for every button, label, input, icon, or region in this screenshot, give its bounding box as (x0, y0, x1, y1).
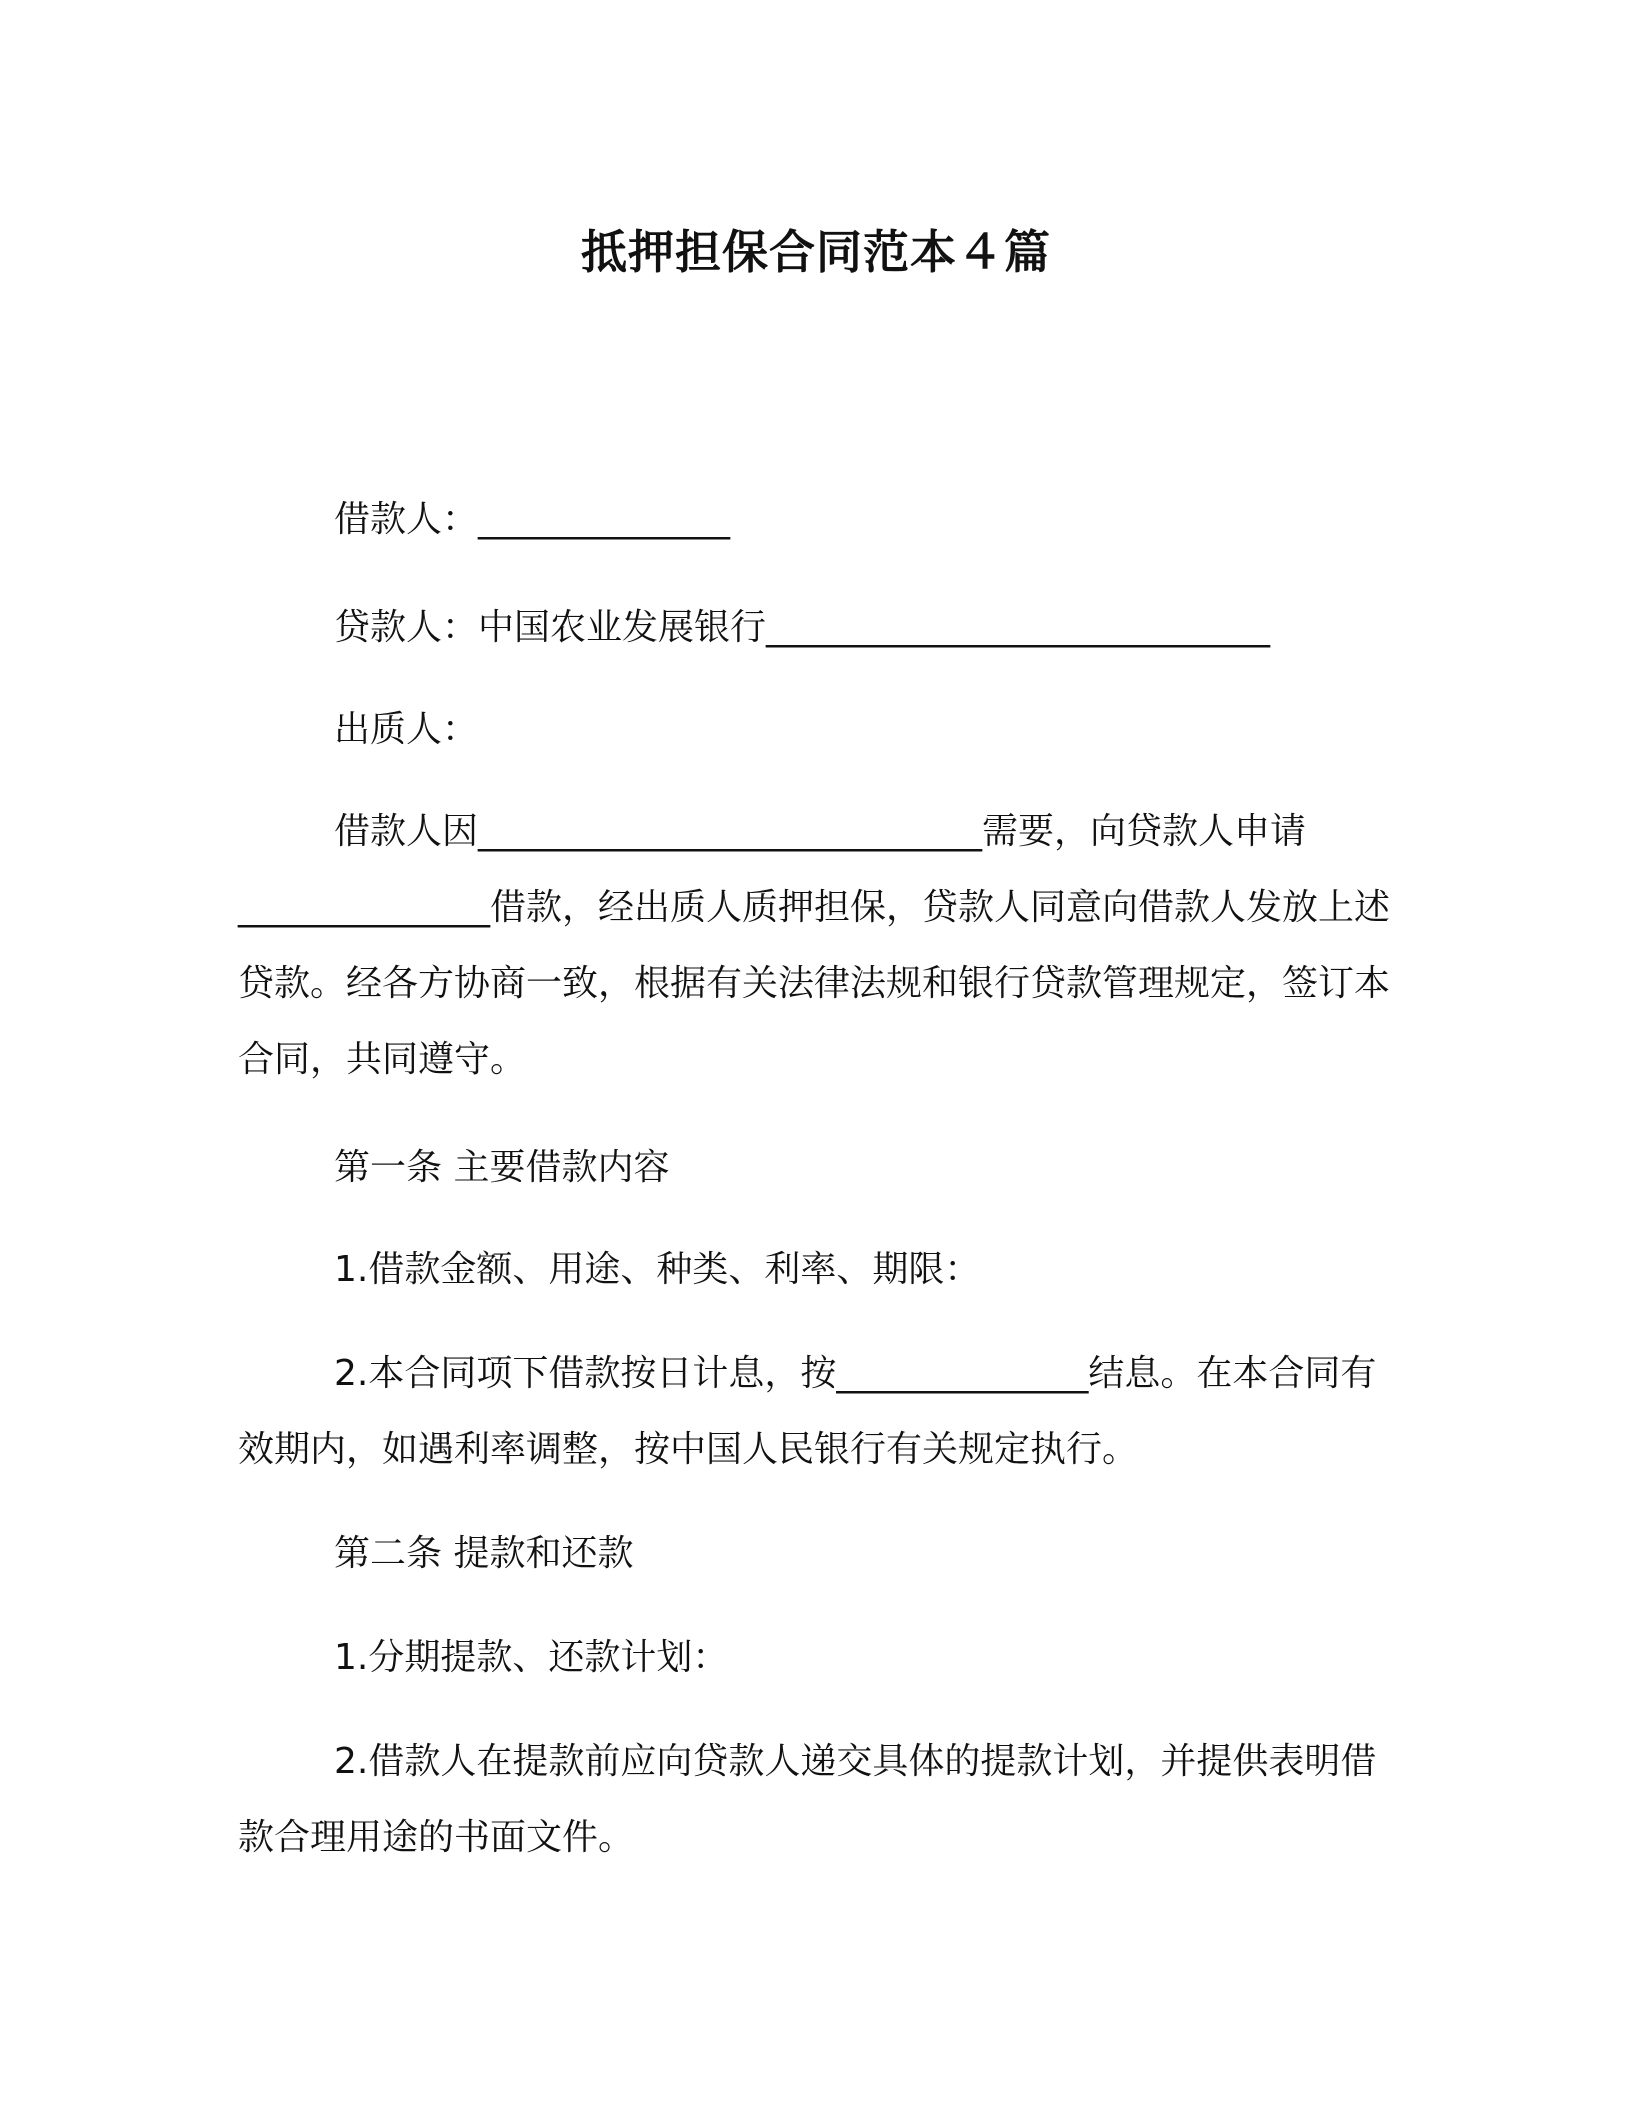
article-2-heading: 第二条 提款和还款 (334, 1533, 634, 1574)
article-1-item-2: 2.本合同项下借款按日计息，按______________结息。在本合同有效期内，如遇利率调整，按中国人民银行有关规定执行。 (238, 1353, 1377, 1470)
article-1-item-1: 1.借款金额、用途、种类、利率、期限： (334, 1249, 981, 1290)
lender-line: 贷款人：中国农业发展银行____________________________ (334, 607, 1271, 648)
borrower-line: 借款人：______________ (334, 499, 731, 540)
article-2-item-1: 1.分期提款、还款计划： (334, 1637, 729, 1678)
preamble-paragraph: 借款人因____________________________需要，向贷款人申请______________借款，经出质人质押担保，贷款人同意向借款人发放上述贷款。经各方协商一致，根据有关法律法规和银行贷款管理规定，签订本合同，共同遵守。 (238, 811, 1391, 1080)
article-1-heading: 第一条 主要借款内容 (334, 1147, 670, 1188)
pledgor-line: 出质人： (334, 709, 479, 750)
document-title: 抵押担保合同范本４篇 (581, 225, 1051, 279)
article-2-item-2: 2.借款人在提款前应向贷款人递交具体的提款计划，并提供表明借款合理用途的书面文件。 (238, 1741, 1377, 1858)
